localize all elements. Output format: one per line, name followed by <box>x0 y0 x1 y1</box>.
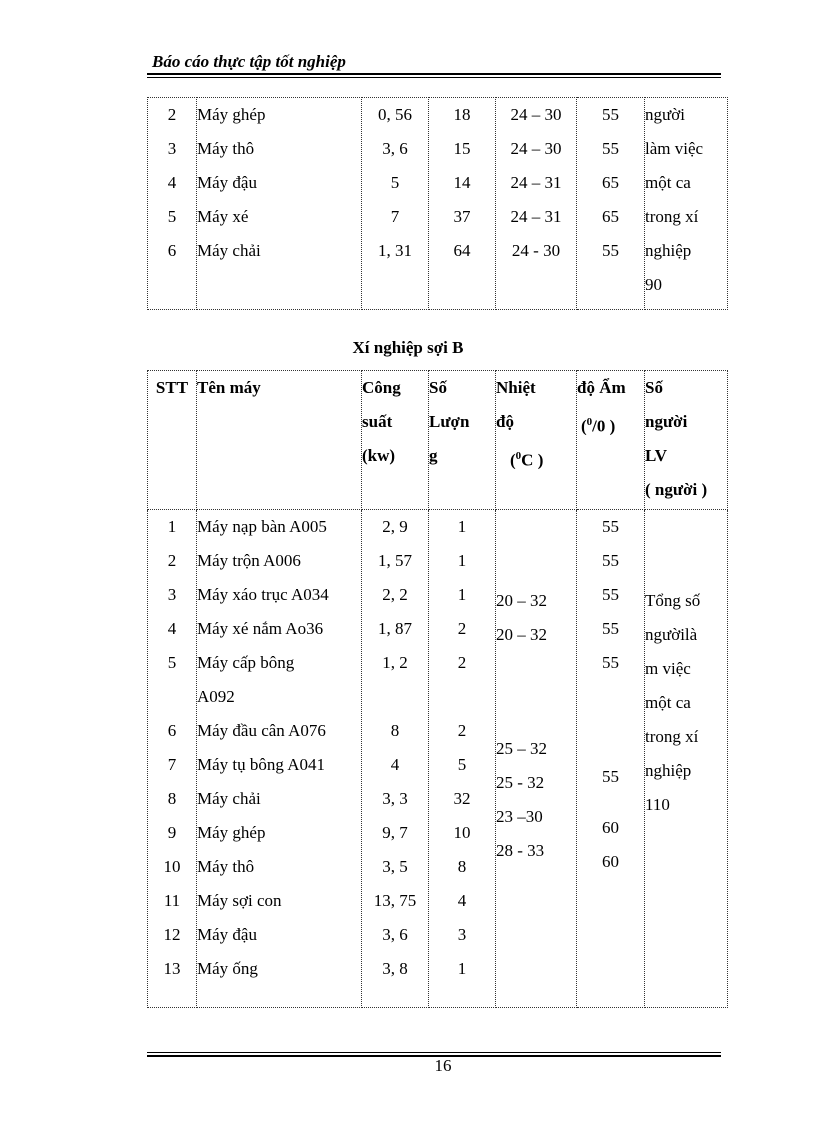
power-cell: 3, 3 <box>382 789 408 808</box>
humidity-cell: 55 <box>602 551 619 570</box>
workers-text: trong xí <box>645 727 699 746</box>
power-cell: 3, 8 <box>382 959 408 978</box>
table-row <box>148 98 728 310</box>
header-power-label: suất <box>362 412 393 431</box>
quantity-cell: 8 <box>457 857 467 876</box>
header-humidity-label: độ Ẩm <box>577 378 626 397</box>
stt-cell: 4 <box>167 619 177 638</box>
power-cell: 5 <box>390 173 400 192</box>
power-cell: 9, 7 <box>382 823 408 842</box>
stt-cell: 2 <box>167 105 177 124</box>
temperature-cell: 23 –30 <box>496 807 543 826</box>
quantity-cell: 2 <box>457 653 467 672</box>
header-quantity <box>429 371 496 510</box>
stt-column <box>148 98 197 310</box>
header-temperature-label: độ <box>496 412 514 431</box>
machine-name-cell: Máy thô <box>197 139 255 158</box>
humidity-cell: 65 <box>602 207 619 226</box>
workers-text: trong xí <box>645 207 699 226</box>
machine-name-cell: Máy đậu <box>197 925 257 944</box>
quantity-cell: 32 <box>453 789 471 808</box>
machine-name-cell: Máy đậu <box>197 173 257 192</box>
power-cell: 3, 6 <box>382 139 408 158</box>
stt-cell: 3 <box>167 585 177 604</box>
stt-cell: 6 <box>167 721 177 740</box>
stt-cell: 10 <box>163 857 181 876</box>
machine-name-cell: Máy cấp bông <box>197 653 295 672</box>
power-cell: 7 <box>390 207 400 226</box>
temperature-cell: 24 – 30 <box>510 105 562 124</box>
stt-cell: 6 <box>167 241 177 260</box>
header-rule-thick <box>147 73 721 75</box>
power-column <box>362 98 429 310</box>
temperature-cell: 24 – 31 <box>510 207 562 226</box>
power-cell: 3, 5 <box>382 857 408 876</box>
stt-cell: 9 <box>167 823 177 842</box>
header-stt-label: STT <box>155 378 189 397</box>
quantity-cell: 1 <box>457 959 467 978</box>
power-cell: 1, 31 <box>378 241 412 260</box>
quantity-cell: 3 <box>457 925 467 944</box>
page-number: 16 <box>434 1056 452 1075</box>
machine-name-cell: Máy xé <box>197 207 249 226</box>
header-power-label: (kw) <box>362 446 396 465</box>
power-column <box>362 510 429 1008</box>
workers-text: ngườilà <box>645 625 698 644</box>
temperature-cell: 24 - 30 <box>511 241 561 260</box>
machine-name-cell: Máy trộn A006 <box>197 551 301 570</box>
workers-text: người <box>645 105 685 124</box>
power-cell: 3, 6 <box>382 925 408 944</box>
quantity-column <box>429 98 496 310</box>
temperature-cell: 25 - 32 <box>496 773 545 792</box>
power-cell: 4 <box>390 755 400 774</box>
humidity-cell: 55 <box>602 653 619 672</box>
humidity-column <box>577 98 645 310</box>
header-humidity-unit: ($^0$/0 ) <box>581 416 616 436</box>
quantity-cell: 15 <box>453 139 471 158</box>
workers-text: m việc <box>645 659 691 678</box>
humidity-cell: 55 <box>602 585 619 604</box>
quantity-cell: 14 <box>453 173 471 192</box>
quantity-cell: 18 <box>453 105 471 124</box>
power-cell: 8 <box>390 721 400 740</box>
header-power <box>362 371 429 510</box>
power-cell: 2, 2 <box>382 585 408 604</box>
stt-cell: 8 <box>167 789 177 808</box>
machine-name-cell: Máy chải <box>197 789 261 808</box>
temperature-column <box>496 98 577 310</box>
workers-text: 110 <box>645 795 670 814</box>
humidity-cell: 55 <box>602 767 619 786</box>
report-header-title: Báo cáo thực tập tốt nghiệp <box>152 52 346 71</box>
stt-cell: 2 <box>167 551 177 570</box>
humidity-cell: 55 <box>602 105 619 124</box>
header-workers-label: Số <box>645 378 663 397</box>
header-temperature <box>496 371 577 510</box>
header-workers <box>645 371 728 510</box>
machine-name-cell: Máy ghép <box>197 823 266 842</box>
workers-column <box>645 510 728 1008</box>
workers-text: Tổng số <box>645 591 701 610</box>
humidity-cell: 55 <box>602 517 619 536</box>
workers-text: nghiệp <box>645 761 692 780</box>
header-name-label: Tên máy <box>197 378 261 397</box>
machine-name-cell: Máy chải <box>197 241 261 260</box>
humidity-cell: 55 <box>602 139 619 158</box>
stt-cell: 12 <box>163 925 181 944</box>
machine-name-cell: Máy ống <box>197 959 258 978</box>
quantity-cell: 37 <box>453 207 471 226</box>
header-quantity-label: Lượn <box>429 412 470 431</box>
machine-name-cell: Máy xáo trục A034 <box>197 585 329 604</box>
quantity-cell: 1 <box>457 585 467 604</box>
header-name <box>197 371 362 510</box>
workers-text: một ca <box>645 173 691 192</box>
temperature-cell: 24 – 30 <box>510 139 562 158</box>
humidity-cell: 65 <box>602 173 619 192</box>
quantity-cell: 10 <box>453 823 471 842</box>
header-temperature-label: Nhiệt <box>496 378 536 397</box>
stt-cell: 7 <box>167 755 177 774</box>
stt-cell: 5 <box>167 653 177 672</box>
quantity-cell: 1 <box>457 517 467 536</box>
table-row <box>148 510 728 1008</box>
power-cell: 1, 87 <box>378 619 412 638</box>
humidity-column <box>577 510 645 1008</box>
quantity-cell: 1 <box>457 551 467 570</box>
stt-column <box>148 510 197 1008</box>
footer-rule-thin <box>147 1052 721 1053</box>
machine-name-cell: Máy sợi con <box>197 891 282 910</box>
header-quantity-label: g <box>429 446 438 465</box>
power-cell: 1, 2 <box>382 653 408 672</box>
stt-cell: 13 <box>163 959 181 978</box>
table-header-row <box>148 371 728 510</box>
machine-name-cell: Máy tụ bông A041 <box>197 755 325 774</box>
stt-cell: 1 <box>167 517 177 536</box>
machine-name-cell: Máy xé nắm Ao36 <box>197 619 324 638</box>
header-power-label: Công <box>362 378 401 397</box>
workers-text: 90 <box>645 275 662 294</box>
workers-text: làm việc <box>645 139 704 158</box>
temperature-column <box>496 510 577 1008</box>
quantity-cell: 4 <box>457 891 467 910</box>
machine-name-cell: Máy nạp bàn A005 <box>197 517 327 536</box>
humidity-cell: 55 <box>602 241 619 260</box>
workers-text: một ca <box>645 693 691 712</box>
machine-name-cell: A092 <box>197 687 235 706</box>
machine-name-cell: Máy đầu cân A076 <box>197 721 326 740</box>
header-humidity <box>577 371 645 510</box>
power-cell: 0, 56 <box>378 105 412 124</box>
header-rule-thin <box>147 77 721 78</box>
machine-name-cell: Máy ghép <box>197 105 266 124</box>
stt-cell: 5 <box>167 207 177 226</box>
header-temperature-unit: ($^0$C ) <box>510 450 544 470</box>
quantity-cell: 5 <box>457 755 467 774</box>
machine-name-column <box>197 510 362 1008</box>
humidity-cell: 60 <box>602 852 619 871</box>
header-workers-label: người <box>645 412 688 431</box>
machine-name-cell: Máy thô <box>197 857 255 876</box>
workers-column <box>645 98 728 310</box>
temperature-cell: 28 - 33 <box>496 841 545 860</box>
stt-cell: 3 <box>167 139 177 158</box>
temperature-cell: 20 – 32 <box>496 625 547 644</box>
workers-text: nghiệp <box>645 241 692 260</box>
stt-cell: 4 <box>167 173 177 192</box>
quantity-cell: 2 <box>457 619 467 638</box>
humidity-cell: 55 <box>602 619 619 638</box>
header-workers-label: LV <box>645 446 668 465</box>
quantity-cell: 2 <box>457 721 467 740</box>
temperature-cell: 24 – 31 <box>510 173 562 192</box>
machine-table-b <box>147 370 728 1008</box>
power-cell: 13, 75 <box>373 891 417 910</box>
temperature-cell: 20 – 32 <box>496 591 547 610</box>
power-cell: 1, 57 <box>378 551 412 570</box>
temperature-cell: 25 – 32 <box>496 739 547 758</box>
header-workers-label: ( người ) <box>645 480 708 499</box>
humidity-cell: 60 <box>602 818 619 837</box>
header-quantity-label: Số <box>429 378 447 397</box>
machine-name-column <box>197 98 362 310</box>
quantity-cell: 64 <box>453 241 471 260</box>
power-cell: 2, 9 <box>382 517 408 536</box>
header-stt <box>148 371 197 510</box>
quantity-column <box>429 510 496 1008</box>
stt-cell: 11 <box>163 891 181 910</box>
machine-table-continued <box>147 97 728 310</box>
table-caption: Xí nghiệp sợi B <box>352 338 464 357</box>
